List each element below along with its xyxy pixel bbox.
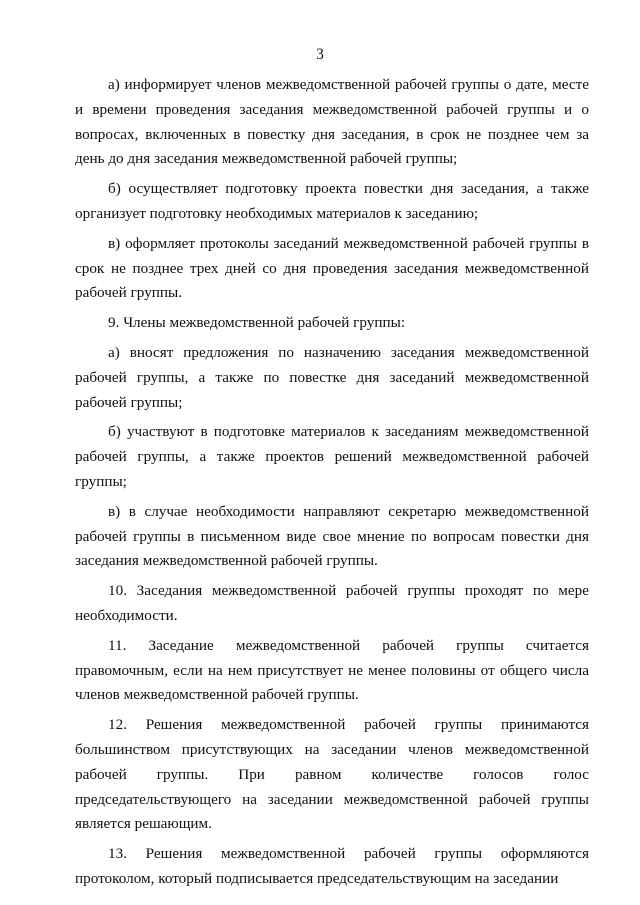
paragraph-secretary-item-b: б) осуществляет подготовку проекта повестки дня заседания, а также организует подготовку необходимых материалов к заседанию; (75, 180, 589, 222)
page-number: 3 (316, 46, 324, 63)
paragraph-section-11: 11. Заседание межведомственной рабочей группы считается правомочным, если на нем присутствует не менее половины от общего числа членов межведомственной рабочей группы. (75, 636, 589, 704)
paragraph-members-item-b: б) участвуют в подготовке материалов к заседаниям межведомственной рабочей группы, а также проектов решений межведомственной рабочей группы; (75, 423, 589, 490)
paragraph-secretary-item-a: а) информирует членов межведомственной рабочей группы о дате, месте и времени проведения заседания межведомственной рабочей группы и о вопросах, включенных в повестку дня заседания, в срок не позднее чем за день до дня заседания межведомственной рабочей группы; (75, 76, 589, 168)
paragraph-section-13: 13. Решения межведомственной рабочей группы оформляются протоколом, который подписывается председательствующим на заседании (75, 845, 589, 887)
document-body (75, 73, 589, 897)
paragraph-section-9: 9. Члены межведомственной рабочей группы: (108, 314, 406, 332)
paragraph-section-12: 12. Решения межведомственной рабочей группы принимаются большинством присутствующих на заседании членов межведомственной рабочей группы. При равном количестве голосов голос председательствующего на заседании межведомственной рабочей группы является решающим. (75, 716, 589, 833)
paragraph-secretary-item-c: в) оформляет протоколы заседаний межведомственной рабочей группы в срок не позднее трех дней со дня проведения заседания межведомственной рабочей группы. (75, 234, 589, 302)
paragraph-section-10: 10. Заседания межведомственной рабочей группы проходят по мере необходимости. (75, 582, 589, 624)
paragraph-members-item-a: а) вносят предложения по назначению заседания межведомственной рабочей группы, а также по повестке дня заседаний межведомственной рабочей группы; (75, 343, 589, 411)
paragraph-members-item-c: в) в случае необходимости направляют секретарю межведомственной рабочей группы в письменном виде свое мнение по вопросам повестки дня заседания межведомственной рабочей группы. (75, 502, 589, 570)
